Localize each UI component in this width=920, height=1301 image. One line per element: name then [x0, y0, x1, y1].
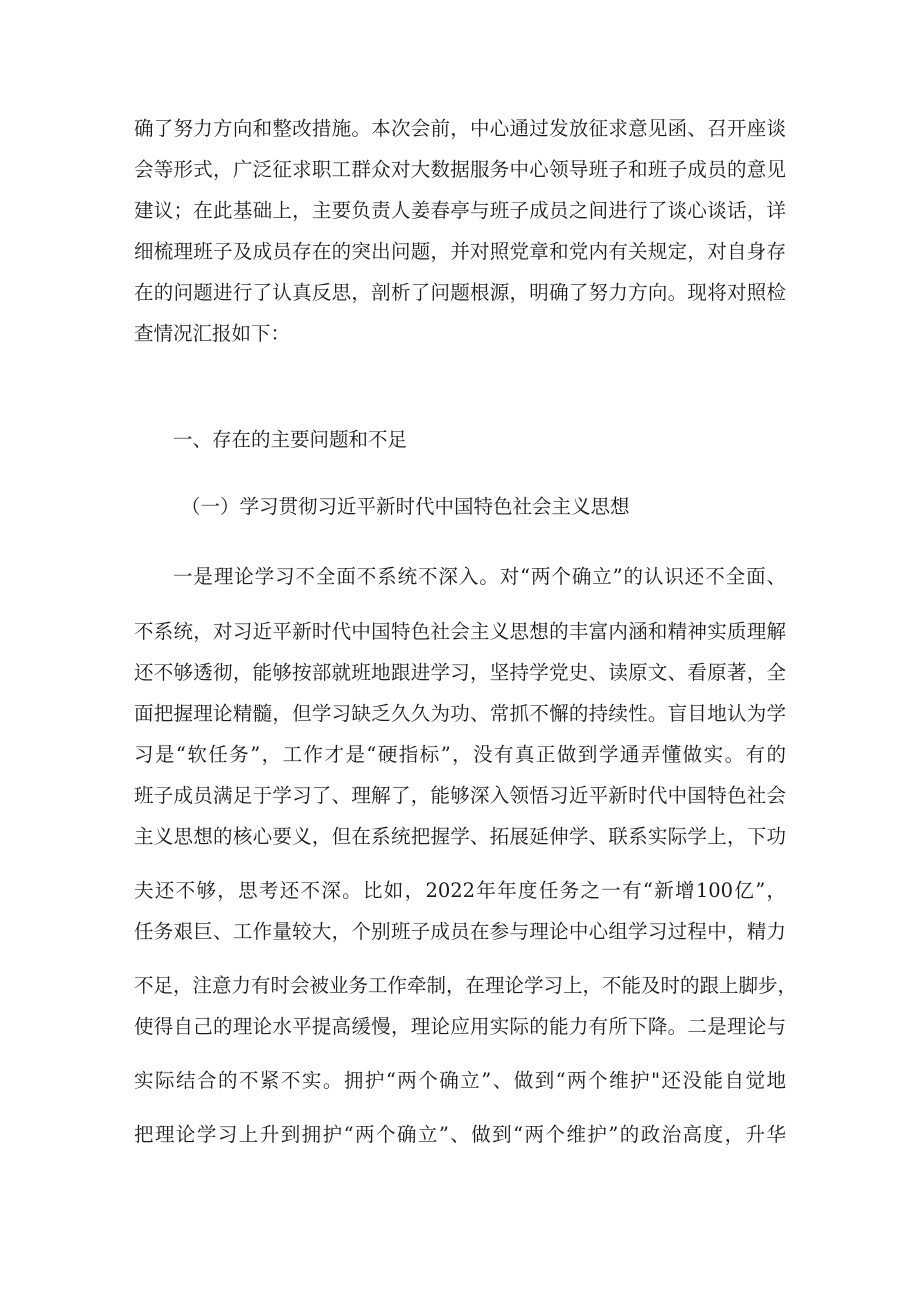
paragraph-line: 建议；在此基础上，主要负责人姜春亭与班子成员之间进行了谈心谈话，详: [134, 199, 786, 222]
section-heading: 一、存在的主要问题和不足: [173, 428, 408, 451]
paragraph-line: 面把握理论精髓，但学习缺乏久久为功、常抓不懈的持续性。盲目地认为学: [134, 702, 786, 725]
paragraph-line: 不足，注意力有时会被业务工作牵制，在理论学习上，不能及时的跟上脚步，: [134, 974, 798, 997]
subsection-heading: （一）学习贯彻习近平新时代中国特色社会主义思想: [181, 495, 630, 518]
paragraph-line: 使得自己的理论水平提高缓慢，理论应用实际的能力有所下降。二是理论与: [134, 1015, 786, 1038]
paragraph-line: 主义思想的核心要义，但在系统把握学、拓展延伸学、联系实际学上，下功: [134, 825, 786, 848]
paragraph-line: 在的问题进行了认真反思，剖析了问题根源，明确了努力方向。现将对照检: [134, 281, 786, 304]
paragraph-line: 夫还不够，思考还不深。比如，2022年年度任务之一有“新增100亿”，: [134, 879, 786, 902]
paragraph-line: 把理论学习上升到拥护“两个确立”、做到“两个维护”的政治高度，升华: [134, 1123, 786, 1146]
paragraph-line: 实际结合的不紧不实。拥护“两个确立”、做到“两个维护"还没能自觉地: [134, 1069, 786, 1092]
paragraph-line: 一是理论学习不全面不系统不深入。对“两个确立”的认识还不全面、: [173, 565, 786, 588]
paragraph-line: 不系统，对习近平新时代中国特色社会主义思想的丰富内涵和精神实质理解: [134, 620, 786, 643]
paragraph-line: 确了努力方向和整改措施。本次会前，中心通过发放征求意见函、召开座谈: [134, 117, 786, 140]
paragraph-line: 查情况汇报如下：: [134, 322, 291, 345]
paragraph-line: 任务艰巨、工作量较大，个别班子成员在参与理论中心组学习过程中，精力: [134, 920, 786, 943]
paragraph-line: 班子成员满足于学习了、理解了，能够深入领悟习近平新时代中国特色社会: [134, 784, 786, 807]
paragraph-line: 习是“软任务”，工作才是“硬指标”，没有真正做到学通弄懂做实。有的: [134, 743, 786, 766]
paragraph-line: 会等形式，广泛征求职工群众对大数据服务中心领导班子和班子成员的意见: [134, 158, 786, 181]
paragraph-line: 还不够透彻，能够按部就班地跟进学习，坚持学党史、读原文、看原著，全: [134, 661, 786, 684]
paragraph-line: 细梳理班子及成员存在的突出问题，并对照党章和党内有关规定，对自身存: [134, 240, 786, 263]
